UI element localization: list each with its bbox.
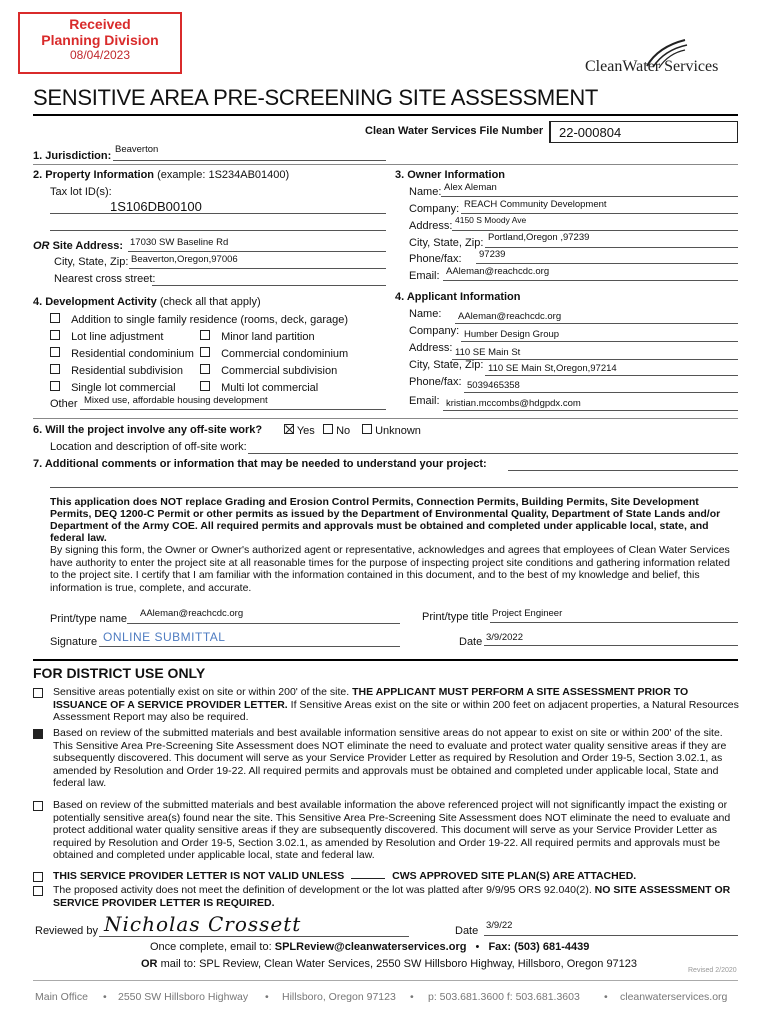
footer-sep: • [265,991,269,1003]
checkbox-offsite-no[interactable] [323,424,333,434]
applicant-phone-value: 5039465358 [467,380,520,391]
applicant-city-label: City, State, Zip: [409,359,484,371]
dev-item-com-condo[interactable] [200,347,348,360]
applicant-phone-field[interactable] [464,392,738,393]
dev-item-label: Minor land partition [221,331,315,343]
taxlot-label: Tax lot ID(s): [50,186,112,198]
dev-item-label: Residential subdivision [71,365,183,377]
applicant-address-field[interactable] [452,359,738,360]
received-stamp [18,12,182,74]
applicant-name-field[interactable] [455,323,738,324]
signature-value: ONLINE SUBMITTAL [103,630,226,644]
clean-water-services-logo [585,38,745,78]
district-option-1[interactable] [33,688,43,701]
applicant-phone-label: Phone/fax: [409,376,462,388]
or-label: OR [33,240,50,252]
dev-item-minor-partition[interactable] [200,330,315,343]
district-option-4[interactable] [33,872,43,885]
dev-item-label: Multi lot commercial [221,382,319,394]
title-rule [33,114,738,116]
site-address-label-wrap [33,240,123,252]
offsite-unknown[interactable] [362,424,421,437]
signature-field[interactable] [99,646,400,647]
offsite-location-field[interactable] [248,453,738,454]
checkbox-minor-partition[interactable] [200,330,210,340]
page-title: SENSITIVE AREA PRE-SCREENING SITE ASSESSMENT [33,85,599,110]
owner-name-value: Alex Aleman [444,182,497,193]
owner-email-label: Email: [409,270,440,282]
property-heading-wrap [33,169,289,181]
checkbox-com-subdivision[interactable] [200,364,210,374]
dev-item-label: Single lot commercial [71,382,176,394]
mail-text: mail to: SPL Review, Clean Water Services, 2550 SW Hillsboro Highway, Hillsboro, Oregon 97123 [160,958,638,970]
dev-item-res-subdivision[interactable] [50,364,183,377]
dev-item-label: Commercial condominium [221,348,349,360]
applicant-company-label: Company: [409,325,460,337]
applicant-email-field[interactable] [443,410,738,411]
footer-web[interactable]: cleanwaterservices.org [620,991,728,1003]
dev-item-label: Residential condominium [71,348,194,360]
applicant-company-value: Humber Design Group [464,329,560,340]
section-rule [33,418,738,419]
site-address-value: 17030 SW Baseline Rd [130,237,229,248]
district-opt5-bold: NO SITE ASSESSMENT OR SERVICE PROVIDER LETTER IS REQUIRED. [53,884,731,909]
owner-company-label: Company: [409,203,460,215]
checkbox-multi-lot[interactable] [200,381,210,391]
district-option-5[interactable] [33,886,43,899]
consent-text: By signing this form, the Owner or Owner's authorized agent or representative, acknowledges and agrees that employees of Clean Water Services have authority to enter the project site at all reasonable times for the purpose of inspecting project site conditions and gathering information related to the project site. I certify that I am familiar with the information contained in this document, and to the best of my knowledge and belief, this information is true, complete, and accurate. [50,544,730,594]
cross-street-label: Nearest cross street: [54,273,156,285]
jurisdiction-field[interactable] [113,160,386,161]
section-rule [33,164,738,165]
file-number-value: 22-000804 [559,125,622,140]
dev-item-label: Commercial subdivision [221,365,338,377]
footer-rule [33,980,738,981]
owner-company-field[interactable] [461,213,738,214]
property-example: (example: 1S234AB01400) [157,169,290,181]
sign-date-field[interactable] [484,645,738,646]
owner-phone-label: Phone/fax: [409,253,462,265]
offsite-no-label: No [336,425,351,437]
applicant-email-label: Email: [409,395,440,407]
signature-label: Signature [50,636,98,648]
site-city-label: City, State, Zip: [54,256,129,268]
checkbox-res-subdivision[interactable] [50,364,60,374]
owner-address-field[interactable] [452,230,738,231]
applicant-name-label: Name: [409,308,442,320]
district-opt4-b: CWS APPROVED SITE PLAN(S) ARE ATTACHED. [392,870,637,882]
offsite-unknown-label: Unknown [375,425,421,437]
file-number-box[interactable] [549,121,738,143]
taxlot-value: 1S106DB00100 [110,199,202,214]
applicant-name-value: AAleman@reachcdc.org [458,311,562,322]
dev-item-single-lot[interactable] [50,381,176,394]
district-opt1-pre: Sensitive areas potentially exist on site or within 200' of the site. [53,686,350,698]
taxlot-field-2[interactable] [50,230,386,231]
applicant-city-value: 110 SE Main St,Oregon,97214 [488,363,617,374]
footer-sep: • [103,991,107,1003]
district-opt1-bold: THE APPLICANT MUST PERFORM A SITE ASSESSMENT PRIOR TO ISSUANCE OF A SERVICE PROVIDER LETTER. [53,686,689,711]
checkbox-district-3[interactable] [33,801,43,811]
footer-sep: • [410,991,414,1003]
district-option-4-text [53,870,636,883]
email-address[interactable]: SPLReview@cleanwaterservices.org [274,941,467,953]
footer-office: Main Office [35,991,88,1003]
offsite-question: 6. Will the project involve any off-site work? [33,424,263,436]
dev-item-multi-lot[interactable] [200,381,318,394]
review-date-field[interactable] [484,935,738,936]
development-heading: 4. Development Activity [33,296,157,308]
review-date-label: Date [455,925,479,937]
reviewed-by-label: Reviewed by [35,925,98,937]
email-line [150,941,589,953]
reviewer-signature: Nicholas Crossett [104,912,302,936]
owner-name-label: Name: [409,186,442,198]
permits-notice: This application does NOT replace Grading and Erosion Control Permits, Connection Permits, Building Permits, Site Development Permits, DEQ 1200-C Permit or other permits as issued by the Department of Environmental Quality, Department of State Lands and/or Department of the Army COE. All required permits and approvals must be obtained and completed under applicable local, state, and federal law. [50,496,721,544]
dev-other-field[interactable] [80,409,386,410]
district-option-2[interactable] [33,729,43,742]
applicant-heading: 4. Applicant Information [395,291,521,303]
applicant-company-field[interactable] [461,341,738,342]
dev-item-label: Lot line adjustment [71,331,164,343]
applicant-address-label: Address: [409,342,453,354]
property-heading: 2. Property Information [33,169,155,181]
dev-other-value: Mixed use, affordable housing development [84,395,268,406]
district-opt1-post: If Sensitive Areas exist on the site or within 200 feet on adjacent properties, a Natural Resources Assessment Report may also be required. [53,698,739,723]
jurisdiction-label: 1. Jurisdiction: [33,150,112,162]
print-title-field[interactable] [490,622,738,623]
district-opt4-a: THIS SERVICE PROVIDER LETTER IS NOT VALID UNLESS [53,870,345,882]
site-city-value: Beaverton,Oregon,97006 [131,254,238,265]
checkbox-res-condo[interactable] [50,347,60,357]
owner-company-value: REACH Community Development [464,199,607,210]
owner-heading: 3. Owner Information [395,169,506,181]
checkbox-addition[interactable] [50,313,60,323]
email-pre: Once complete, email to: [150,941,272,953]
checkbox-district-4[interactable] [33,872,43,882]
dev-item-addition[interactable] [50,313,348,326]
owner-phone-field[interactable] [476,263,738,264]
footer-sep: • [604,991,608,1003]
checkbox-offsite-yes[interactable] [284,424,294,434]
mail-line [141,958,637,970]
sign-date-label: Date [459,636,483,648]
offsite-yes-label: Yes [296,425,315,437]
site-city-field[interactable] [129,268,386,269]
development-note: (check all that apply) [159,296,261,308]
checkbox-lot-line[interactable] [50,330,60,340]
district-option-1-text [53,686,741,724]
stamp-line1: Received [69,16,131,32]
stamp-date: 08/04/2023 [69,48,131,62]
district-opt3-text: Based on review of the submitted materials and best available information the above referenced project will not significantly impact the existing or potentially sensitive area(s) found near the site. This Sensitive Area Pre-Screening Site Assessment does NOT eliminate the need to evaluate and protect additional water quality sensitive areas if they are subsequently discovered. This document will serve as your Service Provider Letter as required by Resolution and Order 19-5, Section 3.02.1, as amended by Resolution and Order 19-22. All required permits and approvals must be obtained and completed under applicable local, state and federal law. [53,799,731,861]
owner-phone-value: 97239 [479,249,506,260]
comments-label: 7. Additional comments or information that may be needed to understand your project: [33,458,487,470]
owner-email-value: AAleman@reachcdc.org [446,266,550,277]
owner-city-label: City, State, Zip: [409,237,484,249]
taxlot-field-1[interactable] [50,213,386,214]
checkbox-district-2[interactable] [33,729,43,739]
stamp-line2: Planning Division [41,32,159,48]
district-option-5-text [53,884,741,909]
fax-number: Fax: (503) 681-4439 [488,941,590,953]
revised-date: Revised 2/2020 [688,967,737,974]
applicant-address-value: 110 SE Main St [455,347,521,358]
checkbox-com-condo[interactable] [200,347,210,357]
owner-email-field[interactable] [443,280,738,281]
footer-phone: p: 503.681.3600 f: 503.681.3603 [428,991,580,1003]
district-option-3[interactable] [33,801,43,814]
bullet: • [475,941,480,953]
comments-field-1[interactable] [508,470,738,471]
logo-text: CleanWater Services [585,58,719,75]
applicant-city-field[interactable] [485,375,738,376]
cross-street-field[interactable] [152,285,386,286]
district-opt2-text: Based on review of the submitted materials and best available information sensitive areas do not appear to exist on site or within 200' of the site. This Sensitive Area Pre-Screening Site Assessment does NOT eliminate the need to evaluate and protect water quality sensitive areas if they are subsequently discovered. This document will serve as your Service Provider Letter as required by Resolution and Order 19-5, Section 3.02.1, as amended by Resolution and Order 19-22. All required permits and approvals must be obtained and completed under applicable local, State and federal law. [53,727,727,789]
dev-other-label: Other [50,398,78,410]
comments-field-2[interactable] [50,487,738,488]
dev-item-label: Addition to single family residence (rooms, deck, garage) [71,314,349,326]
owner-city-value: Portland,Oregon ,97239 [488,232,590,243]
district-heading: FOR DISTRICT USE ONLY [33,665,206,681]
print-name-label: Print/type name [50,613,128,625]
print-name-value: AAleman@reachcdc.org [140,608,244,619]
sign-date-value: 3/9/2022 [486,632,523,643]
owner-name-field[interactable] [441,196,738,197]
dev-item-lot-line[interactable] [50,330,163,343]
offsite-yes[interactable] [284,424,315,437]
checkbox-offsite-unknown[interactable] [362,424,372,434]
site-address-field[interactable] [128,251,386,252]
reviewed-by-field[interactable] [99,936,409,937]
mail-or: OR [141,958,158,970]
file-number-label: Clean Water Services File Number [365,125,544,137]
site-address-label: Site Address: [52,240,124,252]
owner-city-field[interactable] [485,247,738,248]
footer-street: 2550 SW Hillsboro Highway [118,991,249,1003]
owner-address-label: Address: [409,220,453,232]
checkbox-district-1[interactable] [33,688,43,698]
offsite-location-label: Location and description of off-site work: [50,441,247,453]
district-rule [33,659,738,661]
print-title-value: Project Engineer [492,608,563,619]
review-date-value: 3/9/22 [486,920,513,931]
checkbox-district-5[interactable] [33,886,43,896]
district-opt5-pre: The proposed activity does not meet the definition of development or the lot was platted after 9/9/95 ORS 92.040(2). [53,884,592,896]
checkbox-single-lot[interactable] [50,381,60,391]
dev-item-res-condo[interactable] [50,347,194,360]
dev-item-com-subdivision[interactable] [200,364,337,377]
jurisdiction-value: Beaverton [115,144,159,155]
offsite-no[interactable] [323,424,350,437]
development-heading-wrap [33,296,261,308]
owner-address-value: 4150 S Moody Ave [455,215,527,225]
print-title-label: Print/type title [422,611,489,623]
district-opt4-blank[interactable] [351,878,385,879]
applicant-email-value: kristian.mccombs@hdgpdx.com [446,398,581,409]
print-name-field[interactable] [127,623,400,624]
footer-city: Hillsboro, Oregon 97123 [282,991,396,1003]
